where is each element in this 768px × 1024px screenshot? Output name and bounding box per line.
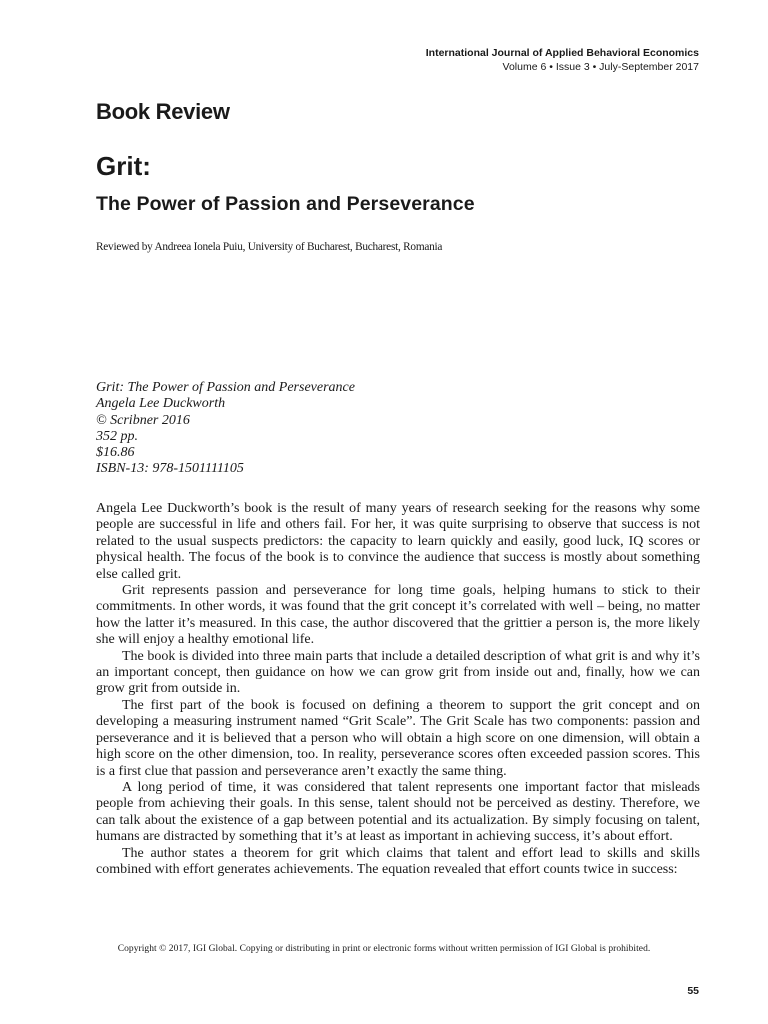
book-info-author: Angela Lee Duckworth [96,396,226,412]
journal-name: International Journal of Applied Behavioral Economics [425,47,699,59]
journal-header [426,46,699,75]
book-title: Grit: [96,151,151,181]
body-paragraph: Angela Lee Duckworth’s book is the result of many years of research seeking for the reasons why some people are successful in life and others fail. For her, it was quite surprising to observe that success is not related to the usual suspects predictors: the capacity to learn quickly and easily, good luck, IQ scores or physical health. The focus of the book is to convince the audience that success is mostly about something else called grit. [96,501,700,582]
body-paragraph: The book is divided into three main parts that include a detailed description of what grit is and why it’s an important concept, then guidance on how we can grow grit from inside out and, finally, how we can grow grit from outside in. [96,648,700,697]
book-info-publisher: © Scribner 2016 [96,412,190,428]
book-info-isbn: ISBN-13: 978-1501111105 [96,461,244,477]
page-number: 55 [687,985,699,997]
book-info-pages: 352 pp. [96,428,138,444]
body-paragraph: The author states a theorem for grit which claims that talent and effort lead to skills and skills combined with effort generates achievements. The equation revealed that effort counts twice in success: [96,845,700,877]
book-subtitle: The Power of Passion and Perseverance [96,193,475,215]
body-paragraph: A long period of time, it was considered that talent represents one important factor that misleads people from achieving their goals. In this sense, talent should not be perceived as destiny. Therefore, we can talk about the existence of a gap between potential and its actualization. By simply focusing on talent, humans are distracted by something that it’s at least as important in achieving success, it’s about effort. [96,779,700,845]
journal-issue-line: Volume 6 • Issue 3 • July-September 2017 [502,61,699,73]
book-info-title: Grit: The Power of Passion and Perseverance [96,380,355,395]
copyright-notice: Copyright © 2017, IGI Global. Copying or distributing in print or electronic forms without written permission of IGI Global is prohibited. [117,944,651,954]
body-paragraph: The first part of the book is focused on defining a theorem to support the grit concept and on developing a measuring instrument named “Grit Scale”. The Grit Scale has two components: passion and perseverance and it is believed that a person who will obtain a high score on one dimension, will obtain a high score on the other dimension, too. In reality, perseverance scores often exceeded passion scores. This is a first clue that passion and perseverance aren’t exactly the same thing. [96,697,700,779]
book-info-block [96,380,355,478]
reviewer-line: Reviewed by Andreea Ionela Puiu, University of Bucharest, Bucharest, Romania [96,241,443,253]
section-label: Book Review [96,99,230,124]
book-info-price: $16.86 [96,445,135,461]
body-paragraph: Grit represents passion and perseverance for long time goals, helping humans to stick to their commitments. In other words, it was found that the grit concept it’s correlated with well – being, no matter how the latter it’s measured. In this case, the author discovered that the grittier a person is, the more likely she will enjoy a healthy emotional life. [96,583,700,648]
review-body [96,501,700,878]
